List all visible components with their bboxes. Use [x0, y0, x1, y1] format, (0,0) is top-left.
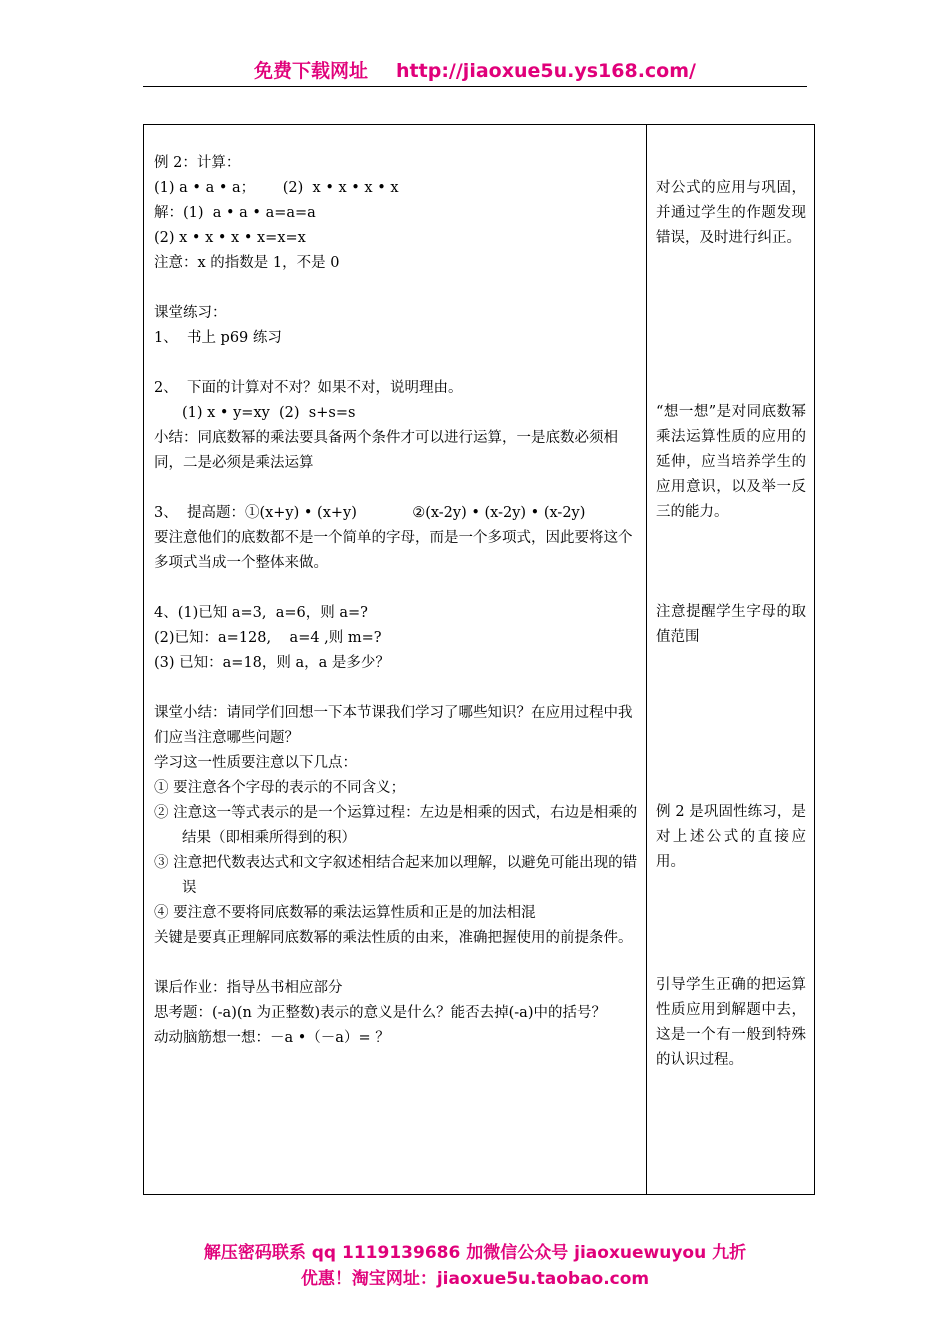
practice-item-3-note: 要注意他们的底数都不是一个简单的字母，而是一个多项式，因此要将这个多项式当成一个整体来做。 — [154, 530, 633, 571]
point-1: ① 要注意各个字母的表示的不同含义； — [154, 780, 406, 796]
solution-line-2: (2) x • x • x • x=x=x — [154, 230, 306, 246]
lesson-table — [143, 124, 815, 1195]
design-note-1: 对公式的应用与巩固，并通过学生的作题发现错误，及时进行纠正。 — [656, 180, 806, 246]
point-3: ③ 注意把代数表达式和文字叙述相结合起来加以理解，以避免可能出现的错误 — [154, 855, 638, 896]
key-point: 关键是要真正理解同底数幂的乘法性质的由来，准确把握使用的前提条件。 — [154, 930, 633, 946]
example-problems: (1) a • a • a； (2) x • x • x • x — [154, 180, 399, 196]
header-url-link[interactable]: http://jiaoxue5u.ys168.com/ — [396, 60, 696, 82]
points-heading: 学习这一性质要注意以下几点： — [154, 755, 357, 771]
header-title: 免费下载网址 — [254, 60, 369, 82]
practice-heading: 课堂练习： — [154, 305, 227, 321]
practice-item-3: 3、 提高题：①(x+y) • (x+y) ②(x-2y) • (x-2y) • (x-2y) — [154, 505, 586, 521]
practice-item-4-part-3: (3) 已知：a=18，则 a，a 是多少？ — [154, 655, 390, 671]
page-header — [143, 56, 807, 87]
design-note-5: 引导学生正确的把运算性质应用到解题中去，这是一个有一般到特殊的认识过程。 — [656, 977, 806, 1068]
brain-teaser: 动动脑筋想一想：－a •（－a）= ？ — [154, 1030, 390, 1046]
page-footer — [130, 1240, 820, 1292]
example-heading: 例 2：计算： — [154, 155, 241, 171]
exponent-note: 注意：x 的指数是 1，不是 0 — [154, 255, 340, 271]
practice-item-2: 2、 下面的计算对不对？如果不对，说明理由。 — [154, 380, 463, 396]
thinking-question: 思考题：(-a)(n 为正整数)表示的意义是什么？能否去掉(-a)中的括号？ — [154, 1005, 606, 1021]
practice-item-1: 1、 书上 p69 练习 — [154, 330, 282, 346]
design-note-2: “想一想”是对同底数幂乘法运算性质的应用的延伸，应当培养学生的应用意识，以及举一反三的能力。 — [656, 404, 806, 520]
footer-line-1: 解压密码联系 qq 1119139686 加微信公众号 jiaoxuewuyou 九折 — [203, 1243, 747, 1263]
design-note-3: 注意提醒学生字母的取值范围 — [656, 604, 806, 645]
column-divider — [646, 125, 647, 1194]
point-4: ④ 要注意不要将同底数幂的乘法运算性质和正是的加法相混 — [154, 905, 536, 921]
teaching-content-column — [154, 151, 639, 1051]
solution-line-1: 解：(1) a • a • a=a=a — [154, 205, 316, 221]
footer-line-2[interactable]: 优惠！淘宝网址：jiaoxue5u.taobao.com — [300, 1269, 650, 1289]
homework: 课后作业：指导丛书相应部分 — [154, 980, 343, 996]
design-note-4: 例 2 是巩固性练习，是对上述公式的直接应用。 — [656, 804, 806, 870]
practice-item-4-part-1: 4、(1)已知 a=3, a=6，则 a=? — [154, 605, 368, 621]
point-2: ② 注意这一等式表示的是一个运算过程：左边是相乘的因式，右边是相乘的结果（即相乘所得到的积） — [154, 805, 638, 846]
practice-item-4-part-2: (2)已知：a=128, a=4 ,则 m=? — [154, 630, 382, 646]
practice-item-2-questions: (1) x • y=xy (2) s+s=s — [182, 405, 356, 421]
practice-summary: 小结：同底数幂的乘法要具备两个条件才可以进行运算，一是底数必须相同，二是必须是乘法运算 — [154, 430, 618, 471]
class-summary: 课堂小结：请同学们回想一下本节课我们学习了哪些知识？在应用过程中我们应当注意哪些问题？ — [154, 705, 633, 746]
